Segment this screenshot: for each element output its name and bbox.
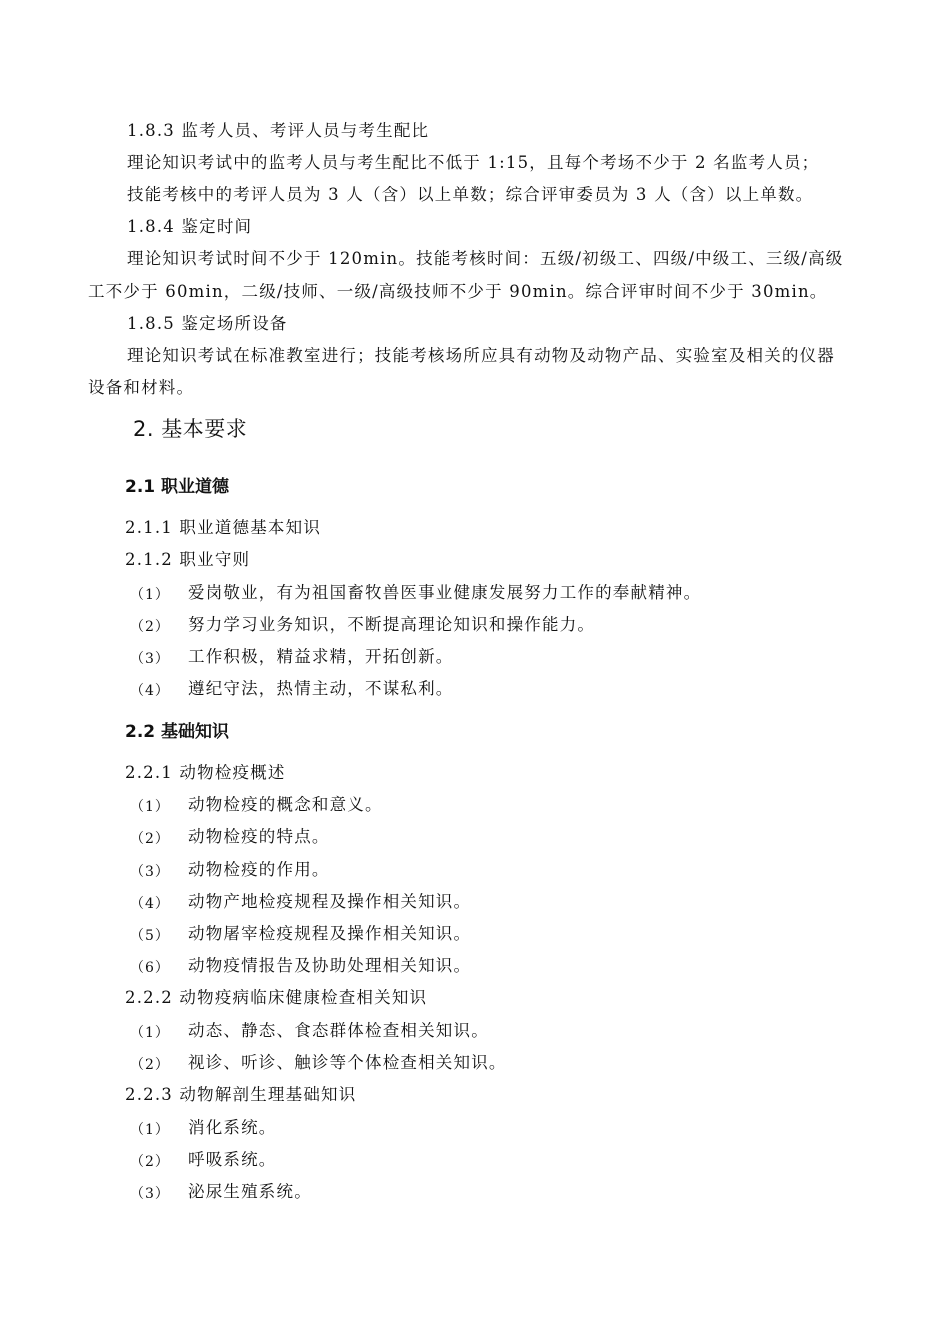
subsection-heading-2-2-2: 2.2.2 动物疫病临床健康检查相关知识 (125, 988, 428, 1007)
chapter-title: 2. 基本要求 (133, 417, 248, 441)
list-item-number: （2） (130, 831, 170, 847)
list-item-number: （3） (130, 1186, 170, 1202)
list-item-number: （1） (130, 587, 170, 603)
list-item-text: 视诊、听诊、触诊等个体检查相关知识。 (188, 1053, 507, 1072)
list-item-text: 动物疫情报告及协助处理相关知识。 (188, 956, 472, 975)
paragraph-line: 理论知识考试在标准教室进行；技能考核场所应具有动物及动物产品、实验室及相关的仪器 (127, 346, 835, 365)
subsection-heading-2-2-1: 2.2.1 动物检疫概述 (125, 763, 286, 782)
list-item-number: （2） (130, 1154, 170, 1170)
subsection-heading-2-2-3: 2.2.3 动物解剖生理基础知识 (125, 1085, 357, 1104)
list-item-text: 动物检疫的特点。 (188, 827, 330, 846)
list-item-text: 遵纪守法，热情主动，不谋私利。 (188, 679, 454, 698)
list-item-number: （3） (130, 651, 170, 667)
section-heading-1-8-4: 1.8.4 鉴定时间 (127, 217, 253, 236)
list-item-text: 工作积极，精益求精，开拓创新。 (188, 647, 454, 666)
subsection-heading-2-1-2: 2.1.2 职业守则 (125, 550, 251, 569)
list-item-text: 泌尿生殖系统。 (188, 1182, 312, 1201)
paragraph-line: 技能考核中的考评人员为 3 人（含）以上单数；综合评审委员为 3 人（含）以上单数。 (127, 185, 814, 204)
list-item-number: （1） (130, 1122, 170, 1138)
list-item-number: （4） (130, 683, 170, 699)
list-item-number: （2） (130, 1057, 170, 1073)
section-heading-1-8-3: 1.8.3 监考人员、考评人员与考生配比 (127, 121, 430, 140)
paragraph-line: 设备和材料。 (88, 378, 195, 397)
list-item-number: （1） (130, 799, 170, 815)
list-item-text: 动物检疫的作用。 (188, 860, 330, 879)
list-item-text: 消化系统。 (188, 1118, 277, 1137)
list-item-number: （5） (130, 928, 170, 944)
paragraph-line: 理论知识考试中的监考人员与考生配比不低于 1:15，且每个考场不少于 2 名监考人员； (127, 153, 820, 172)
list-item-number: （6） (130, 960, 170, 976)
list-item-number: （1） (130, 1025, 170, 1041)
list-item-text: 努力学习业务知识，不断提高理论知识和操作能力。 (188, 615, 596, 634)
list-item-text: 爱岗敬业，有为祖国畜牧兽医事业健康发展努力工作的奉献精神。 (188, 583, 702, 602)
section-title-2-2: 2.2 基础知识 (125, 722, 230, 742)
paragraph-line: 理论知识考试时间不少于 120min。技能考核时间：五级/初级工、四级/中级工、三级/高级 (127, 249, 844, 268)
list-item-text: 动态、静态、食态群体检查相关知识。 (188, 1021, 489, 1040)
section-heading-1-8-5: 1.8.5 鉴定场所设备 (127, 314, 288, 333)
list-item-number: （3） (130, 864, 170, 880)
list-item-text: 动物屠宰检疫规程及操作相关知识。 (188, 924, 472, 943)
list-item-text: 动物产地检疫规程及操作相关知识。 (188, 892, 472, 911)
list-item-text: 动物检疫的概念和意义。 (188, 795, 383, 814)
list-item-number: （2） (130, 619, 170, 635)
list-item-text: 呼吸系统。 (188, 1150, 277, 1169)
paragraph-line: 工不少于 60min，二级/技师、一级/高级技师不少于 90min。综合评审时间不少于 30min。 (88, 282, 828, 301)
list-item-number: （4） (130, 896, 170, 912)
section-title-2-1: 2.1 职业道德 (125, 477, 230, 497)
subsection-heading-2-1-1: 2.1.1 职业道德基本知识 (125, 518, 322, 537)
